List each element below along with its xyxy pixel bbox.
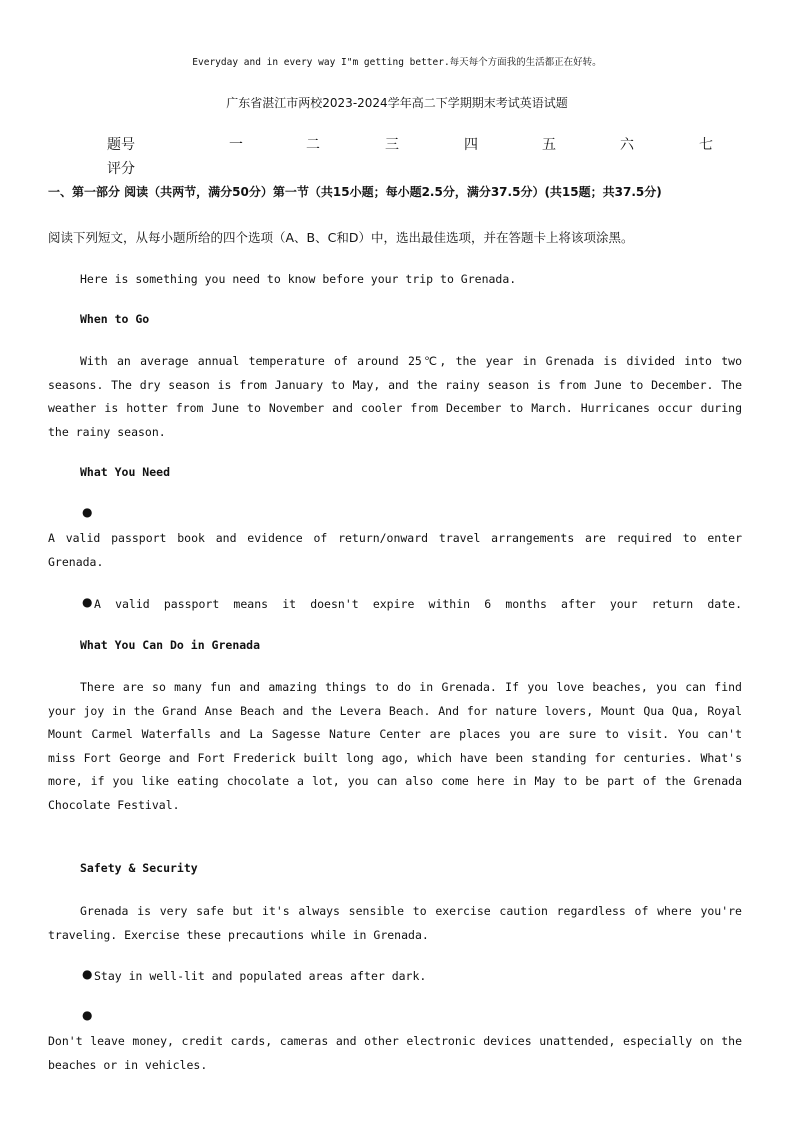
score-col-1: 一 xyxy=(229,137,243,153)
paragraph-what-you-can-do: There are so many fun and amazing things to do in Grenada. If you love beaches, you can find your joy in the Grand Anse Beach and the Levera Beach. And for nature lovers, Mount Qua Qua, Royal Mount Carmel Waterfalls and La Sagesse Nature Center are places you are sure to visit. You can't miss Fort George and Fort Frederick built long ago, which have been standing for centuries. What's more, if you like eating chocolate a lot, you can also come here in May to be part of the Grenada Chocolate Festival. xyxy=(48,680,742,812)
bullet-icon: ● xyxy=(82,505,93,519)
exam-title: 广东省湛江市两校2023-2024学年高二下学期期末考试英语试题 xyxy=(226,96,568,110)
score-col-3: 三 xyxy=(385,137,399,153)
score-col-4: 四 xyxy=(464,137,478,153)
paragraph-safety: Grenada is very safe but it's always sensible to exercise caution regardless of where you're traveling. Exercise these precautions while in Grenada. xyxy=(48,904,742,942)
score-col-7: 七 xyxy=(699,137,713,153)
bullet-icon: ● xyxy=(82,967,93,981)
paragraph-when-to-go: With an average annual temperature of around 25℃, the year in Grenada is divided into two seasons. The dry season is from January to May, and the rainy season is from June to December. The weather is hotter from June to November and cooler from December to March. Hurricanes occur during the rainy season. xyxy=(48,354,742,439)
heading-what-you-can-do: What You Can Do in Grenada xyxy=(80,638,261,652)
heading-what-you-need: What You Need xyxy=(80,465,171,479)
safety-item-1: Stay in well-lit and populated areas after dark. xyxy=(94,969,427,983)
score-col-2: 二 xyxy=(306,137,320,153)
heading-when-to-go: When to Go xyxy=(80,312,150,326)
bullet-icon: ● xyxy=(82,1008,93,1022)
score-label: 评分 xyxy=(107,161,135,177)
bullet-icon: ● xyxy=(82,595,93,609)
safety-item-2: Don't leave money, credit cards, cameras and other electronic devices unattended, especially on the beaches or in vehicles. xyxy=(48,1034,742,1072)
score-col-5: 五 xyxy=(542,137,556,153)
section-instruction: 阅读下列短文，从每小题所给的四个选项（A、B、C和D）中，选出最佳选项，并在答题卡上将该项涂黑。 xyxy=(48,230,634,245)
score-col-6: 六 xyxy=(620,137,634,153)
section-heading: 一、第一部分 阅读（共两节，满分50分）第一节（共15小题；每小题2.5分，满分37.5分）(共15题；共37.5分) xyxy=(48,185,662,199)
need-item-2: A valid passport means it doesn't expire within 6 months after your return date. xyxy=(94,597,742,611)
score-table-header xyxy=(0,134,794,154)
article-intro: Here is something you need to know before your trip to Grenada. xyxy=(80,272,517,286)
header-motto: Everyday and in every way I"m getting better.每天每个方面我的生活都正在好转。 xyxy=(192,57,602,68)
score-row-label: 题号 xyxy=(107,137,135,153)
heading-safety-security: Safety & Security xyxy=(80,861,198,875)
need-item-1: A valid passport book and evidence of return/onward travel arrangements are required to enter Grenada. xyxy=(48,531,742,569)
